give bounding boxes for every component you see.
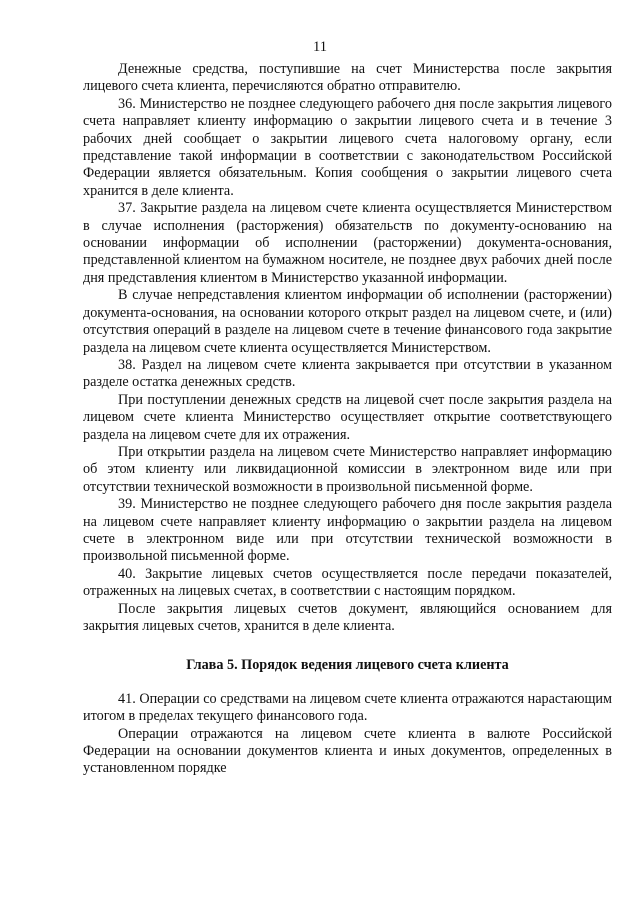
page-number: 11 xyxy=(313,39,327,55)
paragraph-40: 40. Закрытие лицевых счетов осуществляется после передачи показателей, отраженных на лицевых счетах, в соответствии с настоящим порядком. xyxy=(83,565,612,600)
paragraph-40-cont: После закрытия лицевых счетов документ, являющийся основанием для закрытия лицевых счетов, хранится в деле клиента. xyxy=(83,600,612,634)
paragraph-37-cont: В случае непредставления клиентом информации об исполнении (расторжении) документа-основания, на основании которого открыт раздел на лицевом счете, и (или) отсутствия операций в разделе на лицевом счете в течение финансового года закрытие раздела на лицевом счете клиента осуществляется Министерством. xyxy=(83,287,612,356)
paragraph-funds-return: Денежные средства, поступившие на счет Министерства после закрытия лицевого счета клиента, перечисляются обратно отправителю. xyxy=(83,61,612,95)
paragraph-36: 36. Министерство не позднее следующего рабочего дня после закрытия лицевого счета направляет клиенту информацию о закрытии лицевого счета и в течение 3 рабочих дней сообщает о закрытии лицевого счета налоговому органу, если представление такой информации в соответствии с законодательством Российской Федерации является обязательным. Копия сообщения о закрытии лицевого счета хранится в деле клиента. xyxy=(83,95,612,199)
paragraph-37: 37. Закрытие раздела на лицевом счете клиента осуществляется Министерством в случае исполнения (расторжения) обязательств по документу-основанию на основании информации об исполнении (расторжении) документа-основания, представленной клиентом на бумажном носителе, не позднее двух рабочих дней после дня представления клиентом в Министерство указанной информации. xyxy=(83,200,612,286)
paragraph-38: 38. Раздел на лицевом счете клиента закрывается при отсутствии в указанном разделе остатка денежных средств. xyxy=(83,356,612,391)
paragraph-38-cont-1: При поступлении денежных средств на лицевой счет после закрытия раздела на лицевом счете клиента Министерство осуществляет открытие соответствующего раздела на лицевом счете для их отражения. xyxy=(83,391,612,443)
paragraph-41-cont: Операции отражаются на лицевом счете клиента в валюте Российской Федерации на основании документов клиента и иных документов, определенных в установленном порядке xyxy=(83,725,612,777)
document-body xyxy=(83,61,612,778)
paragraph-41: 41. Операции со средствами на лицевом счете клиента отражаются нарастающим итогом в пределах текущего финансового года. xyxy=(83,690,612,725)
paragraph-38-cont-2: При открытии раздела на лицевом счете Министерство направляет информацию об этом клиенту или ликвидационной комиссии в электронном виде или при отсутствии технической возможности в произвольной письменной форме. xyxy=(83,443,612,495)
chapter-heading: Глава 5. Порядок ведения лицевого счета клиента xyxy=(186,657,509,674)
paragraph-39: 39. Министерство не позднее следующего рабочего дня после закрытия раздела на лицевом счете направляет клиенту информацию о закрытии раздела на лицевом счете в электронном виде или при отсутствии технической возможности в произвольной письменной форме. xyxy=(83,496,612,565)
